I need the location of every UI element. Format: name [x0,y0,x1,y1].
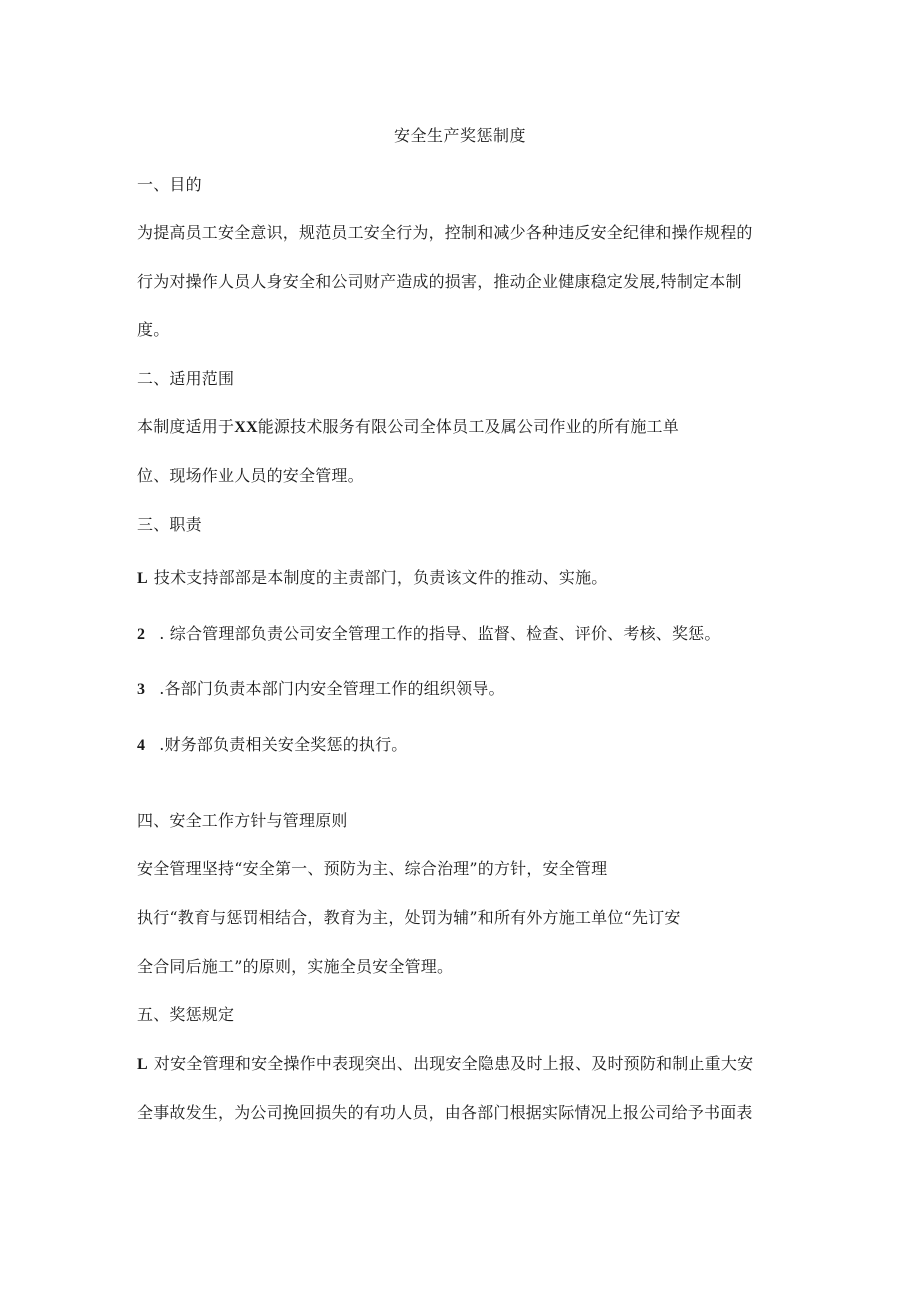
section-3-item-3 [137,679,505,700]
section-4-line-1: 安全管理坚持“安全第一、预防为主、综合治理”的方针，安全管理 [137,859,608,878]
section-3-heading: 三、职责 [137,515,202,534]
item-text: 技术支持部部是本制度的主责部门，负责该文件的推动、实施。 [153,568,608,587]
section-4-heading: 四、安全工作方针与管理原则 [137,811,348,830]
section-1-line-1: 为提高员工安全意识，规范员工安全行为，控制和减少各种违反安全纪律和操作规程的 [137,223,753,242]
item-text: . 综合管理部负责公司安全管理工作的指导、监督、检查、评价、考核、奖惩。 [159,624,721,643]
section-5-item-1 [137,1054,753,1075]
section-2-heading: 二、适用范围 [137,369,235,388]
section-4-line-2: 执行“教育与惩罚相结合，教育为主，处罚为辅”和所有外方施工单位“先订安 [137,908,681,927]
item-number: 4 [137,737,146,754]
section-2-line-2: 位、现场作业人员的安全管理。 [137,466,364,485]
section-1-line-3: 度。 [137,320,170,339]
section-3-item-1 [137,568,607,589]
section-5-heading: 五、奖惩规定 [137,1005,235,1024]
item-text: 对安全管理和安全操作中表现突出、出现安全隐患及时上报、及时预防和制止重大安 [153,1054,754,1073]
document-title: 安全生产奖惩制度 [393,126,526,145]
item-number: L [137,570,148,587]
item-text: .财务部负责相关安全奖惩的执行。 [159,735,408,754]
item-number: 3 [137,681,146,698]
section-3-item-2 [137,624,721,645]
item-text: .各部门负责本部门内安全管理工作的组织领导。 [159,679,505,698]
section-3-item-4 [137,735,408,756]
section-2-company-placeholder: XX [234,419,258,436]
section-1-line-2: 行为对操作人员人身安全和公司财产造成的损害，推动企业健康稳定发展,特制定本制 [137,272,742,291]
section-2-line-1-prefix: 本制度适用于 [137,417,235,436]
section-5-item-1-line-2: 全事故发生，为公司挽回损失的有功人员，由各部门根据实际情况上报公司给予书面表 [137,1103,753,1122]
section-2-line-1 [137,417,679,438]
item-number: 2 [137,626,146,643]
section-2-line-1-suffix: 能源技术服务有限公司全体员工及属公司作业的所有施工单 [257,417,679,436]
item-number: L [137,1056,148,1073]
section-1-heading: 一、目的 [137,175,202,194]
section-4-line-3: 全合同后施工”的原则，实施全员安全管理。 [137,957,454,976]
